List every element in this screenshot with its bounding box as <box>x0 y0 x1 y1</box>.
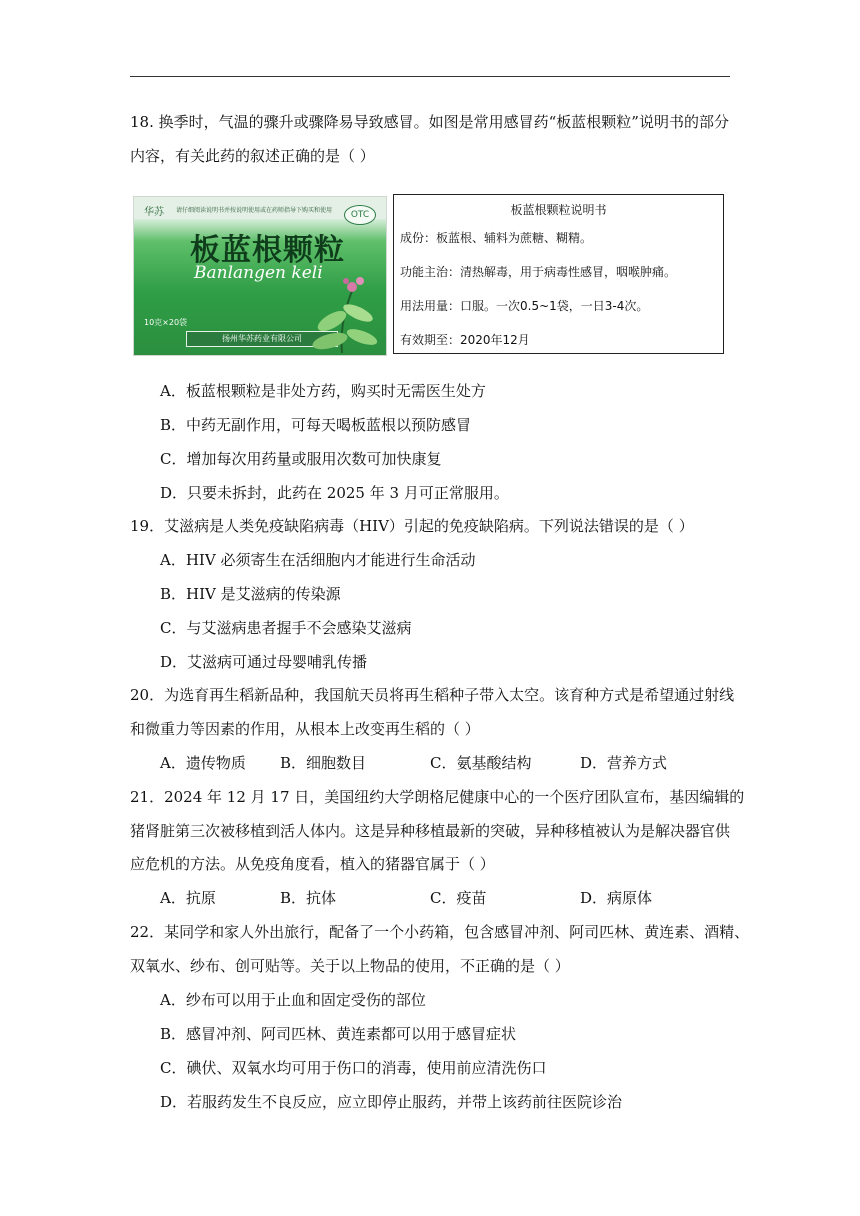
q21-stem-line1: 21．2024 年 12 月 17 日，美国纽约大学朗格尼健康中心的一个医疗团队宣布，基因编辑的 <box>130 788 745 806</box>
box-pinyin: Banlangen keli <box>194 263 323 283</box>
sheet-row-ingredients: 成份：板蓝根、辅料为蔗糖、糊精。 <box>400 231 593 245</box>
otc-badge: OTC <box>344 205 376 225</box>
q18-stem-line2: 内容，有关此药的叙述正确的是（ ） <box>130 147 375 165</box>
q19-option-b: B．HIV 是艾滋病的传染源 <box>160 585 341 603</box>
q20-option-a: A．遗传物质 <box>160 754 246 772</box>
q18-option-b: B．中药无副作用，可每天喝板蓝根以预防感冒 <box>160 416 472 434</box>
q21-option-b: B．抗体 <box>280 889 337 907</box>
plant-illustration <box>302 261 382 353</box>
q20-option-c: C．氨基酸结构 <box>430 754 532 772</box>
q21-stem-line2: 猪肾脏第三次被移植到活人体内。这是异种移植最新的突破，异种移植被认为是解决器官供 <box>130 822 731 840</box>
header-rule <box>130 76 730 77</box>
q19-option-d: D．艾滋病可通过母婴哺乳传播 <box>160 653 368 671</box>
q19-option-c: C．与艾滋病患者握手不会感染艾滋病 <box>160 619 412 637</box>
sheet-title: 板蓝根颗粒说明书 <box>510 203 607 217</box>
q21-option-c: C．疫苗 <box>430 889 487 907</box>
q22-option-a: A．纱布可以用于止血和固定受伤的部位 <box>160 991 426 1009</box>
q18-option-c: C．增加每次用药量或服用次数可加快康复 <box>160 450 442 468</box>
q18-stem-line1: 18. 换季时，气温的骤升或骤降易导致感冒。如图是常用感冒药“板蓝根颗粒”说明书的部分 <box>130 113 729 131</box>
box-brand: 华苏 <box>144 207 164 218</box>
q22-option-b: B．感冒冲剂、阿司匹林、黄连素都可以用于感冒症状 <box>160 1025 517 1043</box>
instruction-sheet <box>393 194 724 354</box>
box-product-name: 板蓝根颗粒 <box>190 233 345 268</box>
q19-stem: 19．艾滋病是人类免疫缺陷病毒（HIV）引起的免疫缺陷病。下列说法错误的是（ ） <box>130 517 694 535</box>
q18-option-a: A．板蓝根颗粒是非处方药，购买时无需医生处方 <box>160 382 486 400</box>
q21-option-d: D．病原体 <box>580 889 653 907</box>
q21-stem-line3: 应危机的方法。从免疫角度看，植入的猪器官属于（ ） <box>130 855 495 873</box>
medicine-box-image <box>133 196 387 356</box>
q20-stem-line1: 20．为选育再生稻新品种，我国航天员将再生稻种子带入太空。该育种方式是希望通过射线 <box>130 686 735 704</box>
sheet-row-expiry: 有效期至：2020年12月 <box>400 333 530 347</box>
q20-stem-line2: 和微重力等因素的作用，从根本上改变再生稻的（ ） <box>130 720 480 738</box>
q22-stem-line2: 双氧水、纱布、创可贴等。关于以上物品的使用，不正确的是（ ） <box>130 957 570 975</box>
q22-option-d: D．若服药发生不良反应，应立即停止服药，并带上该药前往医院诊治 <box>160 1093 623 1111</box>
box-manufacturer: 扬州华苏药业有限公司 <box>186 331 338 347</box>
sheet-row-indications: 功能主治：清热解毒，用于病毒性感冒，咽喉肿痛。 <box>400 265 677 279</box>
box-spec: 10克×20袋 <box>144 318 188 327</box>
q20-option-d: D．营养方式 <box>580 754 668 772</box>
q20-option-b: B．细胞数目 <box>280 754 367 772</box>
q22-stem-line1: 22．某同学和家人外出旅行，配备了一个小药箱，包含感冒冲剂、阿司匹林、黄连素、酒精、 <box>130 923 750 941</box>
q22-option-c: C．碘伏、双氧水均可用于伤口的消毒，使用前应清洗伤口 <box>160 1059 547 1077</box>
q21-option-a: A．抗原 <box>160 889 216 907</box>
q18-option-d: D．只要未拆封，此药在 2025 年 3 月可正常服用。 <box>160 484 509 502</box>
q19-option-a: A．HIV 必须寄生在活细胞内才能进行生命活动 <box>160 551 476 569</box>
box-notice: 请仔细阅读说明书并按说明使用或在药师指导下购买和使用 <box>176 207 333 214</box>
sheet-row-dosage: 用法用量：口服。一次0.5~1袋，一日3-4次。 <box>400 299 649 313</box>
